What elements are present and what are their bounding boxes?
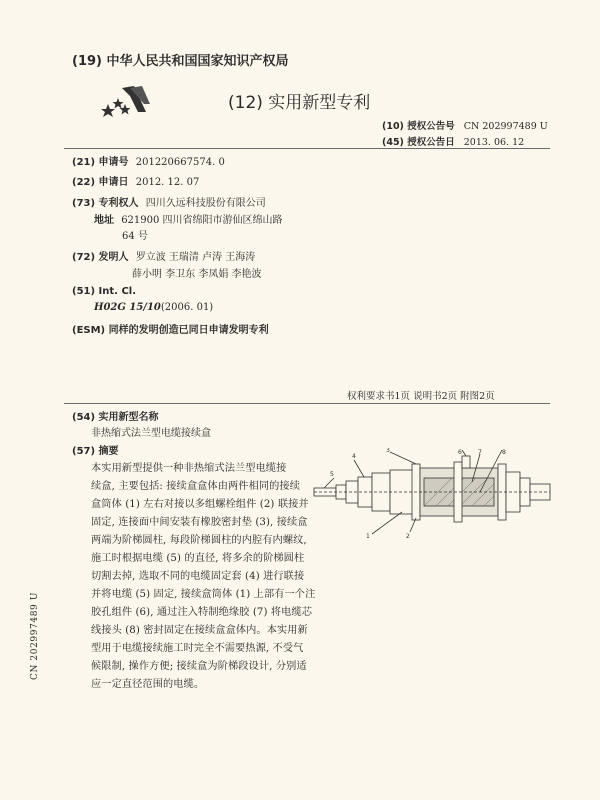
application-number-label: (21) 申请号 [72,157,129,168]
abstract-line: 两端为阶梯圆柱, 每段阶梯圆柱的内腔有内螺纹, [91,535,307,546]
publication-date-row [382,134,524,148]
abstract-line: 型用于电缆接续施工时完全不需要热源, 不受气 [91,643,304,654]
header-divider [64,148,550,149]
abstract-line: 本实用新型提供一种非热缩式法兰型电缆接 [91,463,287,474]
inventors-row [72,248,255,263]
abstract-label: (57) 摘要 [72,446,119,457]
int-cl-code: H02G 15/10 [94,302,161,313]
inventors-line-1: 罗立波 王瑞清 卢涛 王海涛 [135,252,256,263]
inventors-label: (72) 发明人 [72,252,129,263]
esm-note: (ESM) 同样的发明创造已同日申请发明专利 [72,325,269,336]
figure-label: 6 [458,449,462,456]
abstract-line: 并将电缆 (5) 固定, 接续盒筒体 (1) 上部有一个注 [91,589,316,600]
abstract-line: 固定, 连接面中间安装有橡胶密封垫 (3), 接续盒 [91,517,308,528]
figure-label: 7 [478,449,482,456]
int-cl-row [94,302,213,313]
document-type: (12) 实用新型专利 [228,93,371,113]
application-number-row [72,153,225,168]
abstract-line: 切割去掉, 选取不同的电缆固定套 (4) 进行联接 [91,571,305,582]
patentee-row [72,194,266,209]
patentee-name: 四川久远科技股份有限公司 [145,198,266,209]
side-publication-number: CN 202997489 U [30,591,40,680]
abstract-line: 应一定直径范围的电缆。 [91,679,205,690]
application-date: 2012. 12. 07 [135,177,200,188]
address-line-1: 621900 四川省绵阳市游仙区绵山路 [121,215,283,226]
figure-label: 5 [330,471,334,478]
publication-number-row [382,118,548,132]
star-icon [120,104,131,115]
address-label: 地址 [94,215,114,226]
abstract-line: 线接头 (8) 密封固定在接续盒盒体内。本实用新 [91,625,308,636]
publication-number: CN 202997489 U [463,121,548,132]
utility-model-title: 非热缩式法兰型电缆接续盒 [91,428,211,439]
utility-model-title-label: (54) 实用新型名称 [72,412,159,423]
figure-label: 8 [502,449,506,456]
application-date-row [72,173,199,188]
abstract-line: 候限制, 操作方便; 接续盒为阶梯段设计, 分别适 [91,661,307,672]
int-cl-label: (51) Int. Cl. [72,286,137,297]
star-icon [113,98,124,109]
application-date-label: (22) 申请日 [72,177,129,188]
cnipa-logo [100,82,152,122]
counts-divider [64,403,550,404]
figure-label: 2 [406,533,410,538]
cable-joint-drawing [312,448,552,538]
figure-label: 3 [386,448,390,454]
inventors-line-2: 薛小明 李卫东 李凤娟 李艳波 [132,269,262,280]
figure-label: 1 [366,533,370,538]
address-row [94,211,283,226]
publication-date-label: (45) 授权公告日 [382,137,455,148]
publication-number-label: (10) 授权公告号 [382,121,455,132]
application-number: 201220667574. 0 [135,157,225,168]
star-icon [101,104,115,117]
figure-label: 4 [352,453,356,460]
publication-date: 2013. 06. 12 [463,137,525,148]
int-cl-year: (2006. 01) [160,302,214,313]
authority-title: (19) 中华人民共和国国家知识产权局 [72,54,289,69]
patentee-label: (73) 专利权人 [72,198,139,209]
abstract-line: 盒筒体 (1) 左右对接以多组螺栓组件 (2) 联接并 [91,499,309,510]
abstract-line: 胶孔组件 (6), 通过注入特制绝缘胶 (7) 将电缆芯 [91,607,313,618]
page-counts: 权利要求书1页 说明书2页 附图2页 [347,391,495,402]
address-line-2: 64 号 [122,231,148,242]
abstract-line: 续盒, 主要包括: 接续盒盒体由两件相同的接续 [91,481,301,492]
abstract-line: 施工时根据电缆 (5) 的直径, 将多余的阶梯圆柱 [91,553,305,564]
